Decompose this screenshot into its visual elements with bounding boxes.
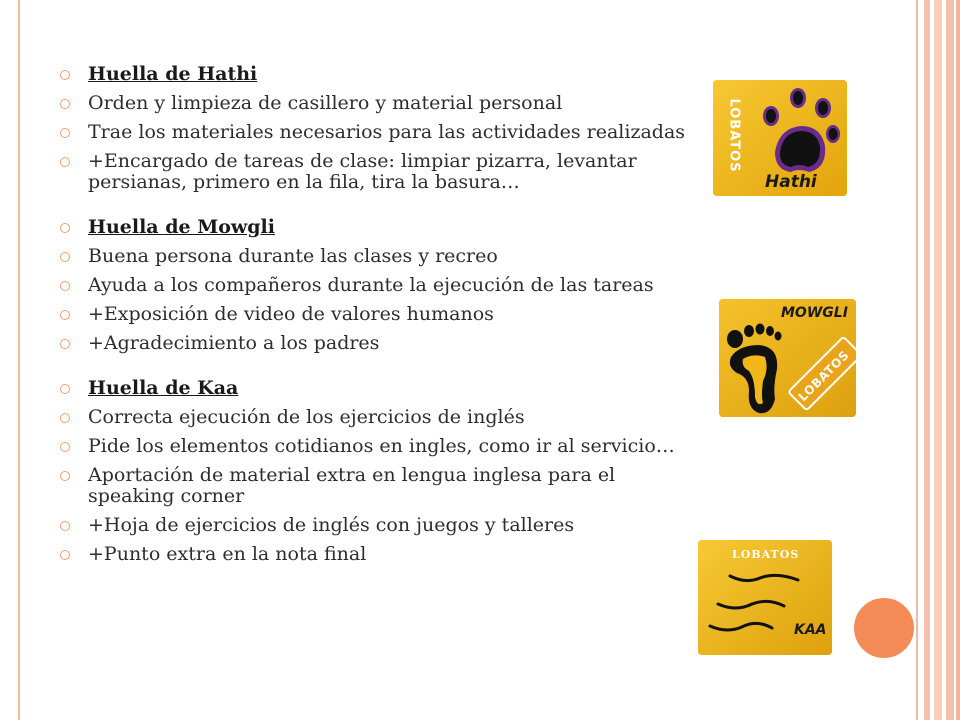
list-item xyxy=(60,333,720,354)
bullet-icon xyxy=(60,442,70,452)
bullet-icon xyxy=(60,281,70,291)
section-title-kaa xyxy=(60,378,720,399)
list-item-text: Correcta ejecución de los ejercicios de inglés xyxy=(88,406,525,428)
kaa-logo-top-label: LOBATOS xyxy=(732,548,800,561)
list-item xyxy=(60,436,720,457)
bullet-icon xyxy=(60,471,70,481)
bullet-icon xyxy=(60,157,70,167)
list-item xyxy=(60,246,720,267)
list-item-text: +Exposición de video de valores humanos xyxy=(88,303,494,325)
list-item xyxy=(60,93,720,114)
bullet-icon xyxy=(60,70,70,80)
section-title-mowgli xyxy=(60,217,720,238)
list-item-text: +Hoja de ejercicios de inglés con juegos y talleres xyxy=(88,514,575,536)
list-item-text: Buena persona durante las clases y recreo xyxy=(88,245,498,267)
mowgli-logo-badge: LOBATOS xyxy=(795,347,852,405)
kaa-logo-name: KAA xyxy=(794,622,827,638)
section-title-text: Huella de Mowgli xyxy=(88,216,275,238)
list-item xyxy=(60,465,678,507)
mowgli-logo xyxy=(719,299,856,417)
bullet-icon xyxy=(60,252,70,262)
bullet-icon xyxy=(60,223,70,233)
bullet-icon xyxy=(60,99,70,109)
mowgli-logo-name: MOWGLI xyxy=(781,305,848,321)
hathi-logo-side-label: LOBATOS xyxy=(726,98,742,173)
bullet-icon xyxy=(60,339,70,349)
list-item xyxy=(60,275,720,296)
list-item-text: Ayuda a los compañeros durante la ejecución de las tareas xyxy=(88,274,654,296)
list-item-text: +Punto extra en la nota final xyxy=(88,543,367,565)
list-item xyxy=(60,407,720,428)
list-item-text: Orden y limpieza de casillero y material personal xyxy=(88,92,563,114)
list-item xyxy=(60,122,720,143)
orange-circle-decoration xyxy=(854,598,914,658)
list-item xyxy=(60,151,720,193)
bullet-icon xyxy=(60,128,70,138)
list-item-text: +Agradecimiento a los padres xyxy=(88,332,380,354)
section-title-text: Huella de Kaa xyxy=(88,377,239,399)
list-item xyxy=(60,304,720,325)
bullet-icon xyxy=(60,413,70,423)
decorative-stripes xyxy=(918,0,960,720)
list-item xyxy=(60,515,720,536)
kaa-logo xyxy=(698,540,832,655)
bullet-icon xyxy=(60,550,70,560)
hathi-logo-name: Hathi xyxy=(765,172,817,192)
bullet-icon xyxy=(60,521,70,531)
list-item-text: Aportación de material extra en lengua inglesa para el speaking corner xyxy=(88,464,616,507)
list-item-text: Trae los materiales necesarios para las actividades realizadas xyxy=(88,121,686,143)
hathi-logo xyxy=(713,80,847,196)
bullet-icon xyxy=(60,384,70,394)
bullet-icon xyxy=(60,310,70,320)
list-item-text: +Encargado de tareas de clase: limpiar pizarra, levantar persianas, primero en la fila, tira la basura… xyxy=(88,150,637,193)
list-item-text: Pide los elementos cotidianos en ingles, como ir al servicio… xyxy=(88,435,675,457)
bullet-list xyxy=(60,64,720,573)
section-title-text: Huella de Hathi xyxy=(88,63,258,85)
section-title-hathi xyxy=(60,64,720,85)
list-item xyxy=(60,544,720,565)
